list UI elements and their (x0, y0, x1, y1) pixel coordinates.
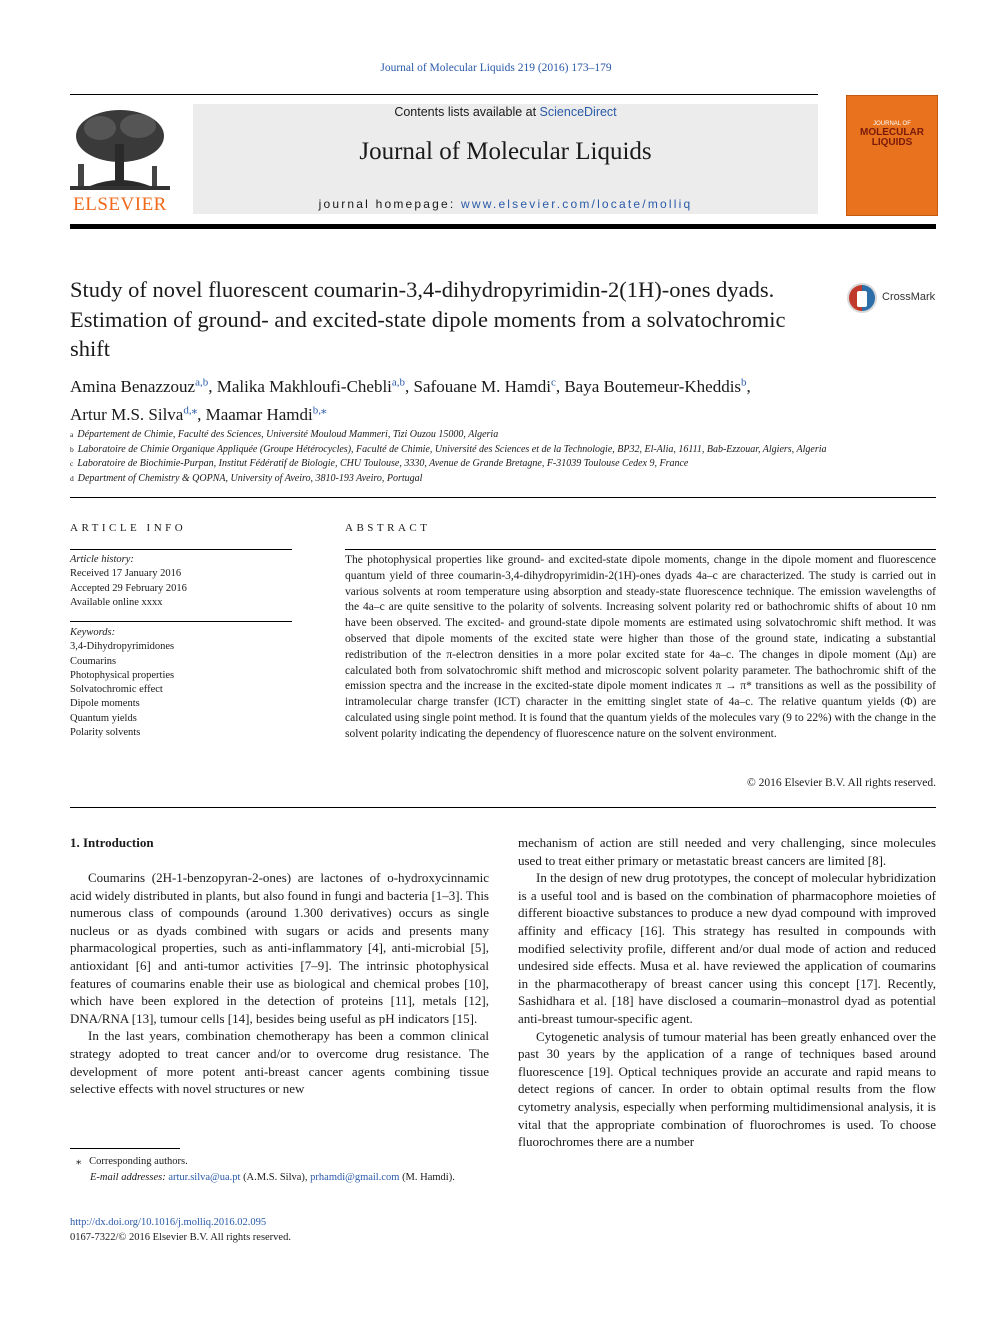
author[interactable]: Amina Benazzouz$^{a,b}$, (70, 376, 217, 396)
article-history: Article history: Received 17 January 2016 Accepted 29 February 2016 Available online xxxx (70, 554, 187, 608)
journal-homepage: journal homepage: www.elsevier.com/locate/molliq (318, 197, 693, 211)
affiliation: $^a$ Département de Chimie, Faculté des Sciences, Université Mouloud Mammeri, Tizi Ouzou 15000, Algeria (70, 429, 499, 440)
crossmark-label: CrossMark (882, 291, 936, 303)
keyword: Quantum yields (70, 712, 137, 724)
keyword: Dipole moments (70, 698, 140, 710)
issn-line: 0167-7322/© 2016 Elsevier B.V. All rights reserved. (70, 1232, 291, 1243)
article-info-heading: ARTICLE INFO (70, 522, 187, 534)
email-link[interactable]: artur.silva@ua.pt (168, 1171, 241, 1183)
journal-title: Journal of Molecular Liquids (359, 138, 652, 165)
doi-link[interactable]: http://dx.doi.org/10.1016/j.molliq.2016.02.095 (70, 1217, 267, 1228)
article-title: Study of novel fluorescent coumarin-3,4-dihydropyrimidin-2(1H)-ones dyads. Estimation of ground- and excited-state dipole moments from a solvatochromic shift (70, 277, 786, 361)
footnote-rule (70, 1148, 180, 1149)
header-rule (70, 94, 818, 95)
keyword: 3,4-Dihydropyrimidones (70, 641, 175, 653)
author[interactable]: Safouane M. Hamdi$^c$, (413, 376, 565, 396)
crossmark-badge[interactable] (846, 282, 938, 314)
affiliation: $^c$ Laboratoire de Biochimie-Purpan, Institut Fédératif de Biologie, CHU Toulouse, 3330, Avenue de Grande Bretagne, F-31039 Toulouse Cedex 9, France (70, 458, 689, 469)
cover-subtitle: JOURNAL OF (873, 121, 911, 127)
cover-title: MOLECULAR LIQUIDS (860, 127, 924, 148)
contents-available: Contents lists available at ScienceDirect (394, 105, 617, 119)
author[interactable]: Malika Makhloufi-Chebli$^{a,b}$, (216, 376, 414, 396)
keyword: Polarity solvents (70, 727, 141, 739)
keywords: Keywords: 3,4-Dihydropyrimidones Coumarins Photophysical properties Solvatochromic effect Dipole moments Quantum yields Polarity solvents (70, 626, 292, 740)
abstract-heading: ABSTRACT (345, 522, 431, 534)
body-column-right (518, 834, 936, 1151)
author[interactable]: Artur M.S. Silva$^{d,⁎}$, (70, 404, 206, 425)
paragraph: Coumarins (2H-1-benzopyran-2-ones) are lactones of o-hydroxycinnamic acid widely distributed in plants, but also found in fungi and bacteria [1–3]. This numerous class of compounds (around 1.300 derivatives) occurs as single nucleus or as dyads combined with sugars or acids and presents many pharmacological properties, such as anti-inflammatory [4], anti-microbial [5], antioxidant [6] and anti-tumor activities [7–9]. The intrinsic photophysical features of coumarins enable their use as biological and chemical probes [10], which have been explored in the detection of proteins [11], metals [12], DNA/RNA [13], tumour cells [14], besides being useful as pH indicators [15]. (70, 870, 489, 1026)
paragraph: In the last years, combination chemotherapy has been a common clinical strategy adopted to treat cancer and/or to overcome drug resistance. The development of more potent anti-breast cancer agents combining tissue selective effects with novel structures or new (70, 1028, 489, 1097)
bottom-meta (70, 1215, 490, 1245)
paragraph: In the design of new drug prototypes, the concept of molecular hybridization is a useful tool and is based on the combination of pharmacophore moieties of different bioactive substances to produce a new dyad compound with improved affinity and efficacy [16]. This strategy has resulted in compounds with modified selectivity profile, different and/or dual mode of action and reduced undesired side effects. Musa et al. have reviewed the application of coumarins in the pharmacotherapy of breast cancer using this concept [17]. Recently, Sashidhara et al. [18] have disclosed a coumarin–monastrol dyad as potential anti-breast tumour-specific agent. (518, 870, 936, 1026)
keyword: Solvatochromic effect (70, 684, 163, 696)
homepage-link[interactable]: www.elsevier.com/locate/molliq (460, 197, 693, 211)
affiliation: $^d$ Department of Chemistry & QOPNA, University of Aveiro, 3810-193 Aveiro, Portugal (70, 472, 423, 484)
article-info-rule (70, 549, 292, 550)
keyword: Photophysical properties (70, 669, 175, 681)
abstract-text: The photophysical properties like ground- and excited-state dipole moments, change in the dipole moment and fluorescence quantum yield of three coumarin-3,4-dihydropyrimidin-2(1H)-ones dyads 4a–c are characterized. The study is carried out in various solvents at room temperature using absorption and steady-state fluorescence technique. The emission wavelengths of the 4a–c are quite sensitive to the polarity of solvents. Increasing solvent polarity red or bathochromic shifts of about 10 nm have been observed. The excited- and ground-state dipole moments are estimated using solvatochromic shift method. It was observed that dipole moments of the excited state were higher than those of the ground state, indicating a substantial redistribution of the π-electron densities in a more polar excited state for 4a–c. The changes in dipole moment (Δμ) are calculated both from solvatochromic shift method and microscopic solvent polarity parameter. The bathochromic shift of the emission spectra and the increase in the excited-state dipole moment indicates π → π* transitions as well as the possibility of intramolecular charge transfer (ICT) character in the emitting singlet state of 4a–c. The relative quantum yields (Φ) are calculated using single point method. It is found that the quantum yields of the molecules vary (9 to 22%) with the change in the solvent polarity indicating the dependency of fluorescence nature on the solvent environment. (345, 554, 936, 740)
abstract-copyright: © 2016 Elsevier B.V. All rights reserved. (747, 777, 936, 789)
affiliations (70, 428, 936, 486)
journal-cover-image (846, 95, 938, 216)
corresponding-footnote: ⁎ Corresponding authors. E-mail addresses: artur.silva@ua.pt (A.M.S. Silva), prhamdi@gmail.com (M. Hamdi). (76, 1156, 455, 1183)
keyword: Coumarins (70, 655, 117, 667)
header-thick-rule (70, 224, 936, 229)
section-divider (70, 807, 936, 808)
publisher-name: ELSEVIER (73, 194, 167, 215)
affiliation: $^b$ Laboratoire de Chimie Organique Appliquée (Groupe Hétérocycles), Faculté de Chimie, Université des Sciences et de la Technologie, BP32, El-Alia, 16111, Bab-Ezzouar, Algiers, Algeria (70, 443, 827, 455)
email-link[interactable]: prhamdi@gmail.com (310, 1171, 400, 1183)
abstract-rule (345, 549, 936, 550)
section-heading-introduction: 1. Introduction (70, 835, 154, 850)
author[interactable]: Baya Boutemeur-Kheddis$^b$, (564, 376, 751, 396)
body-column-left (70, 869, 489, 1098)
paragraph: mechanism of action are still needed and very challenging, since molecules used to treat either primary or metastatic breast cancers are limited [8]. (518, 835, 936, 868)
paragraph: Cytogenetic analysis of tumour material has been greatly enhanced over the past 30 years by the application of a range of techniques based around fluorescence [19]. Optical techniques provide an accurate and rapid means to detect regions of cancer. In order to obtain optimal results from the flow cytometry analysis, especially when performing multidimensional analysis, it is vital that the appropriate combination of fluorochromes is used. To choose fluorochromes there are a number (518, 1028, 936, 1150)
section-divider (70, 497, 936, 498)
journal-reference[interactable]: Journal of Molecular Liquids 219 (2016) 173–179 (380, 62, 612, 74)
author-list (70, 370, 936, 427)
keywords-rule (70, 621, 292, 622)
sciencedirect-link[interactable]: ScienceDirect (539, 105, 617, 119)
author[interactable]: Maamar Hamdi$^{b,⁎}$ (205, 404, 327, 425)
